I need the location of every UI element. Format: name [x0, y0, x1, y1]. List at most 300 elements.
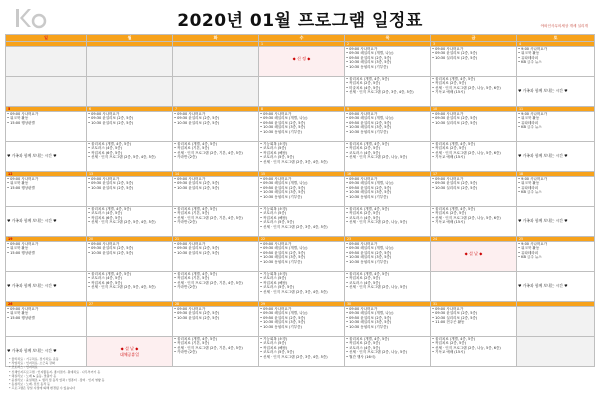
schedule-cell — [173, 307, 259, 337]
program-item: • 신체 · 인지 프로그램 (2층, 나눔, 5층) — [346, 350, 407, 355]
schedule-cell — [431, 112, 517, 142]
date-number: 2 — [345, 42, 431, 47]
program-item: • 코토러스 (4층, 5층) — [346, 150, 380, 155]
schedule-cell — [259, 242, 345, 272]
program-item: • KB 금주 뉴스 — [518, 255, 542, 260]
legend-notes — [9, 357, 105, 391]
schedule-cell — [259, 337, 345, 367]
program-item: • 신체 · 인지 프로그램 (2층, 나눔, 5층, 6층) — [432, 215, 501, 220]
program-item: • 10:30 헤실리보 (3층, 5층) — [260, 255, 306, 260]
program-item: • 09:00 사나머요가 — [346, 47, 378, 51]
program-item: • 09:30 헤실리보 (개별, 나눔) — [346, 51, 394, 56]
program-item: • 09:50 윤설리보 (2층, 5층) — [346, 185, 392, 190]
program-item: • 09:30 헤실리보 (개별, 나눔) — [260, 246, 308, 251]
holiday-note: ◆ 신 정 ◆ — [292, 56, 311, 61]
program-item: • 물리치료 (개별, 4층, 5층) — [432, 142, 475, 146]
program-item: • 10:30 실리리보 (2층, 5층) — [432, 55, 478, 60]
program-item: • 워크북 활동 — [7, 181, 29, 186]
date-number: 4 — [517, 42, 595, 47]
schedule-cell — [87, 272, 173, 302]
program-item: • 기독교 예배 (15시) — [432, 155, 465, 160]
program-item: • 10:30 실리리보 (2층, 5층) — [432, 185, 478, 190]
program-item: • 기능회복 (소망) — [260, 207, 288, 211]
program-item: • 09:30 윤설리보 (2층, 5층) — [432, 311, 478, 316]
schedule-cell — [345, 272, 431, 302]
program-item: • 10:30 윤설리보 (2층, 5층) — [174, 185, 220, 190]
program-item: • 카라반 (2층) — [174, 285, 197, 290]
program-item: • 15:00 행상판별 — [7, 250, 35, 255]
program-item: • KB 금주 뉴스 — [518, 60, 542, 65]
program-item: • 카라반 (2층) — [174, 350, 197, 355]
program-item: • 신체 · 인지 프로그램 (2층, 나눔, 5층, 6층) — [432, 85, 501, 90]
program-item: • 10:30 동섭리보 (기부층) — [346, 259, 388, 264]
date-number: 15 — [259, 172, 345, 177]
schedule-cell — [259, 272, 345, 302]
program-item: • 10:30 동섭리보 (기부층) — [346, 194, 388, 199]
schedule-cell — [87, 112, 173, 142]
date-number: 23 — [345, 237, 431, 242]
schedule-cell — [6, 177, 87, 207]
holiday-note: 대체공휴일 — [119, 352, 140, 357]
program-item: • 15:00 행상판별 — [7, 315, 35, 320]
program-item: • 뮤타테라피 — [518, 120, 539, 125]
program-item: • 워크북 활동 — [7, 311, 29, 316]
program-item: • 09:00 사나머요가 — [432, 112, 464, 116]
date-number: 11 — [517, 107, 595, 112]
program-item: • 워크북 활동 — [518, 51, 540, 56]
program-item: • 9:00 사나머요가 — [518, 47, 548, 51]
program-item: • 신체 · 인지 프로그램 (2층, 3층, 4층, 5층) — [346, 90, 414, 95]
program-item: • 09:00 사나머요가 — [260, 112, 292, 116]
program-item: • 기독교 예배 (15시) — [432, 90, 465, 95]
schedule-cell — [345, 337, 431, 367]
program-item: • 작업치료 (기본, 5층) — [174, 276, 210, 281]
program-item: • 09:00 사나머요가 — [346, 112, 378, 116]
program-item: • 물리치료 (개별, 4층, 5층) — [432, 207, 475, 211]
family-time-note: ♥ 가족과 함께 보내는 시간 ♥ — [7, 153, 57, 158]
holiday-note: ◆ 설 날 ◆ — [120, 346, 139, 351]
schedule-cell — [6, 242, 87, 272]
schedule-cell — [87, 307, 173, 337]
program-item: • 09:00 사나머요가 — [346, 242, 378, 246]
program-item: • 10:30 헤실리보 (3층, 5층) — [346, 190, 392, 195]
legend-line: * 헤실리보 : 노래 & 율동, 맞춤가 등 — [9, 373, 57, 378]
date-number: 26 — [6, 302, 87, 307]
schedule-cell — [173, 77, 259, 107]
program-item: • 작업치료 (2층, 5층) — [346, 276, 380, 281]
program-item: • 신체 · 인지 프로그램 (2층, 3층, 4층, 5층) — [260, 289, 328, 294]
program-item: • 09:50 윤설리보 (2층, 5층) — [346, 315, 392, 320]
program-item: • 09:00 사나머요가 — [432, 177, 464, 181]
program-item: • 코토러스 (5층) — [260, 146, 287, 151]
program-item: • 작업치료 (6층, 5층) — [88, 280, 122, 285]
family-time-note: ♥ 가족과 함께 보내는 시간 ♥ — [518, 153, 568, 158]
family-time-note: ♥ 가족과 함께 보내는 시간 ♥ — [518, 88, 568, 93]
program-item: • 09:00 사나머요가 — [260, 242, 292, 246]
program-item: • 09:00 사나머요가 — [432, 47, 464, 51]
program-item: • 물리치료 (개별, 4층, 5층) — [88, 142, 131, 146]
weekday-mon: 월 — [87, 35, 173, 42]
program-item: • 물리치료 (개별, 4층, 5층) — [174, 272, 217, 276]
program-item: • 10:30 동섭리보 (기부층) — [260, 324, 302, 329]
program-item: • 09:30 윤설리보 (2층, 5층) — [88, 181, 134, 186]
schedule-cell — [173, 272, 259, 302]
weekday-wed: 수 — [259, 35, 345, 42]
program-item: • 워크북 활동 — [7, 246, 29, 251]
program-item: • 09:00 사나머요가 — [260, 177, 292, 181]
program-item: • 물리치료 (개별, 4층, 5층) — [88, 207, 131, 211]
date-number: 28 — [173, 302, 259, 307]
program-item: • 09:50 윤설리보 (2층, 5층) — [346, 250, 392, 255]
schedule-cell — [6, 112, 87, 142]
program-item: • 09:00 사나머요가 — [174, 242, 206, 246]
program-item: • 월간 행사 (16시) — [346, 354, 376, 359]
program-item: • 워크북 활동 — [7, 116, 29, 121]
schedule-cell — [259, 47, 345, 77]
program-item: • 11:00 전주곤 활동 — [432, 320, 465, 325]
program-item: • 09:30 헤실리보 (개별, 나눔) — [260, 311, 308, 316]
program-item: • 09:00 사나머요가 — [88, 177, 120, 181]
program-item: • 10:30 윤설리보 (2층, 5층) — [88, 250, 134, 255]
date-number: 31 — [431, 302, 517, 307]
program-item: • 10:30 동섭리보 (기부층) — [260, 129, 302, 134]
program-item: • 신체 · 인지 프로그램 (2층, 5층, 4층, 5층) — [88, 220, 156, 225]
program-item: • 작업치료 (2층, 5층) — [432, 146, 466, 151]
program-item: • 10:30 동섭리보 (기부층) — [260, 194, 302, 199]
schedule-cell — [87, 207, 173, 237]
program-item: • 신체 · 인지 프로그램 (2층, 나눔, 5층) — [346, 155, 407, 160]
schedule-cell — [173, 207, 259, 237]
program-item: • 15:00 행상판별 — [7, 120, 35, 125]
date-number: 16 — [345, 172, 431, 177]
program-item: • 09:00 사나머요가 — [346, 177, 378, 181]
program-item: • 09:00 사나머요가 — [260, 307, 292, 311]
schedule-cell — [431, 142, 517, 172]
program-item: • 코토러스 (5층, 5층) — [260, 155, 294, 160]
schedule-cell — [431, 337, 517, 367]
program-item: • 9:00 사나머요가 — [518, 177, 548, 181]
schedule-cell — [173, 242, 259, 272]
program-item: • 신체 · 인지 프로그램 (2층, 3층, 4층, 5층) — [260, 354, 328, 359]
program-item: • 신체 · 인지 프로그램 (2층, 기본, 4층, 5층) — [174, 150, 243, 155]
program-item: • 09:30 윤설리보 (2층, 5층) — [88, 246, 134, 251]
program-item: • 신체 · 인지 프로그램 (2층, 기본, 4층, 5층) — [174, 215, 243, 220]
program-item: • 10:30 윤설리보 (2층, 5층) — [174, 250, 220, 255]
program-item: • 기독교 예배 (15시) — [432, 220, 465, 225]
program-item: • 카라반 (2층) — [174, 155, 197, 160]
schedule-cell — [345, 207, 431, 237]
schedule-cell — [87, 47, 173, 77]
program-item: • 09:30 윤설리보 (2층, 5층) — [174, 181, 220, 186]
date-number: 24 — [431, 237, 517, 242]
schedule-cell — [6, 272, 87, 302]
date-number: 3 — [431, 42, 517, 47]
morning-row — [6, 112, 595, 142]
program-item: • 뮤타테라피 — [518, 55, 539, 60]
program-item: • 기능회복 (소망) — [260, 337, 288, 341]
program-item: • 작업치료 (기본, 5층) — [174, 146, 210, 151]
program-item: • 10:30 동섭리보 (기부층) — [346, 129, 388, 134]
program-item: • 09:30 윤설리보 (2층, 5층) — [432, 51, 478, 56]
program-item: • 09:50 윤설리보 (2층, 5층) — [260, 250, 306, 255]
legend-line: * 신체인지프로그램 : 인지활동지, 종이접기, 원예치료 · 나무부어기 등 — [9, 369, 101, 374]
schedule-cell — [517, 337, 595, 367]
program-item: • 09:00 사나머요가 — [7, 177, 39, 181]
program-item: • 물리치료 (개별, 4층, 5층) — [174, 207, 217, 211]
program-item: • 작업치료 (2층, 5층) — [346, 146, 380, 151]
program-item: • 신체 · 인지 프로그램 (2층, 5층, 4층, 5층) — [88, 285, 156, 290]
program-item: • 09:00 사나머요가 — [7, 242, 39, 246]
program-item: • 09:50 윤설리보 (2층, 5층) — [346, 120, 392, 125]
date-number: 7 — [173, 107, 259, 112]
program-item: • 09:30 윤설리보 (2층, 5층) — [88, 116, 134, 121]
program-item: • 물리치료 (개별, 4층, 5층) — [432, 77, 475, 81]
program-item: • 10:30 윤설리보 (2층, 5층) — [88, 185, 134, 190]
schedule-cell — [431, 272, 517, 302]
program-item: • 물리치료 (개별, 4층, 5층) — [346, 272, 389, 276]
program-item: • 뮤타테라피 — [518, 250, 539, 255]
program-item: • 물리치료 (개별, 4층, 5층) — [346, 77, 389, 81]
family-time-note: ♥ 가족과 함께 보내는 시간 ♥ — [7, 348, 57, 353]
date-number: 21 — [173, 237, 259, 242]
program-item: • 9:00 사나머요가 — [518, 242, 548, 246]
program-item: • 15:00 행상판별 — [7, 185, 35, 190]
page-subtitle: 야외인사무의세상 개세 실리개 — [540, 24, 588, 28]
program-item: • 09:00 사나머요가 — [174, 177, 206, 181]
date-number: 17 — [431, 172, 517, 177]
program-item: • 워크북 활동 — [518, 181, 540, 186]
program-item: • 코토러스 (5층) — [260, 341, 287, 346]
program-item: • 10:30 헤실리보 (3층, 5층) — [260, 190, 306, 195]
schedule-cell — [259, 112, 345, 142]
program-item: • 기능회복 (소망) — [260, 142, 288, 146]
schedule-cell — [6, 307, 87, 337]
schedule-cell — [259, 177, 345, 207]
program-item: • 09:50 윤설리보 (2층, 5층) — [346, 55, 392, 60]
program-item: • 코토러스 (4층, 5층) — [346, 280, 380, 285]
program-item: • 10:30 실리리보 (2층, 5층) — [432, 315, 478, 320]
legend-line: * 작업치료 : 인지치료, 소근육 강화 — [9, 361, 55, 366]
schedule-cell — [431, 242, 517, 272]
program-item: • 코토러스 (4층, 5층) — [88, 276, 122, 281]
weekday-sat: 토 — [517, 35, 595, 42]
program-item: • 작업치료 (6층, 5층) — [88, 215, 122, 220]
weekday-header — [6, 35, 595, 42]
program-item: • 09:30 헤실리보 (개별, 나눔) — [346, 116, 394, 121]
date-number: 10 — [431, 107, 517, 112]
program-item: • 코토러스 (5층) — [260, 276, 287, 281]
schedule-cell — [259, 307, 345, 337]
schedule-cell — [517, 177, 595, 207]
program-item: • 코토러스 (4층, 5층) — [88, 146, 122, 151]
program-item: • 10:30 헤실리보 (3층, 5층) — [346, 60, 392, 65]
schedule-cell — [173, 47, 259, 77]
legend-line: * 프로그램은 당일 사정에 의해 변경될 수 있습니다 — [9, 386, 76, 391]
program-item: • 09:00 사나머요가 — [7, 112, 39, 116]
program-item: • 작업치료 (기본, 5층) — [174, 211, 210, 216]
page-title: 2020년 01월 프로그램 일정표 — [177, 11, 423, 31]
schedule-cell — [6, 77, 87, 107]
program-item: • 신체 · 인지 프로그램 (2층, 기본, 4층, 5층) — [174, 280, 243, 285]
schedule-cell — [173, 142, 259, 172]
program-item: • 09:30 윤설리보 (2층, 5층) — [174, 311, 220, 316]
program-item: • 09:30 헤실리보 (개별, 나눔) — [346, 181, 394, 186]
schedule-cell — [345, 177, 431, 207]
program-item: • 신체 · 인지 프로그램 (2층, 나눔, 5층, 6층) — [432, 150, 501, 155]
program-item: • 물리치료 (개별, 4층, 5층) — [432, 337, 475, 341]
date-number: 12 — [6, 172, 87, 177]
program-item: • KB 금주 뉴스 — [518, 190, 542, 195]
afternoon-row — [6, 207, 595, 237]
date-number: 25 — [517, 237, 595, 242]
program-item: • 09:00 사나머요가 — [174, 112, 206, 116]
program-item: • 코토러스 (5층, 5층) — [260, 350, 294, 355]
schedule-cell — [431, 77, 517, 107]
program-item: • 10:30 윤설리보 (2층, 5층) — [174, 120, 220, 125]
schedule-cell — [431, 177, 517, 207]
program-item: • 10:30 헤실리보 (3층, 5층) — [260, 125, 306, 130]
program-item: • 기독교 예배 (15시) — [432, 350, 465, 355]
schedule-cell — [345, 307, 431, 337]
schedule-cell — [431, 207, 517, 237]
program-item: • 물리치료 (개별, 4층, 5층) — [346, 142, 389, 146]
afternoon-row — [6, 272, 595, 302]
legend-line: * 물리치료 : 기구치료, 전기치료, 운동 — [9, 357, 59, 361]
morning-row — [6, 242, 595, 272]
program-item: • 신체 · 인지 프로그램 (2층, 3층, 4층, 5층) — [260, 159, 328, 164]
program-item: • 10:30 실리리보 (2층, 5층) — [432, 120, 478, 125]
morning-row — [6, 307, 595, 337]
program-item: • 작업치료 (2층, 5층) — [346, 81, 380, 86]
program-item: • 10:30 동섭리보 (기부층) — [346, 324, 388, 329]
schedule-cell — [517, 142, 595, 172]
schedule-cell — [173, 177, 259, 207]
program-item: • 신체 · 인지 프로그램 (2층, 나눔, 5층) — [346, 285, 407, 290]
date-number: 6 — [87, 107, 173, 112]
schedule-cell — [517, 242, 595, 272]
program-item: • 작업치료 (2층, 5층) — [432, 211, 466, 216]
schedule-cell — [431, 307, 517, 337]
date-number: 22 — [259, 237, 345, 242]
program-item: • 9:00 사나머요가 — [518, 112, 548, 116]
program-item: • 10:30 동섭리보 (기부층) — [260, 259, 302, 264]
program-item: • 작업치료 (2층, 5층) — [346, 211, 380, 216]
weekday-fri: 금 — [431, 35, 517, 42]
program-item: • 물리치료 (개별, 4층, 5층) — [174, 337, 217, 341]
program-item: • 09:00 사나머요가 — [432, 307, 464, 311]
program-item: • 09:30 윤설리보 (2층, 5층) — [432, 116, 478, 121]
schedule-cell — [87, 242, 173, 272]
weekday-sun: 일 — [6, 35, 87, 42]
program-item: • 09:30 헤실리보 (개별, 나눔) — [346, 311, 394, 316]
program-item: • 09:30 윤설리보 (2층, 5층) — [432, 181, 478, 186]
weekday-thu: 목 — [345, 35, 431, 42]
program-item: • 10:30 헤실리보 (3층, 5층) — [260, 320, 306, 325]
date-number: 19 — [6, 237, 87, 242]
afternoon-row — [6, 142, 595, 172]
schedule-cell — [517, 207, 595, 237]
date-number: 30 — [345, 302, 431, 307]
schedule-cell — [6, 207, 87, 237]
program-item: • 물리치료 (개별, 4층, 5층) — [88, 272, 131, 276]
program-item: • 09:50 윤설리보 (2층, 5층) — [260, 185, 306, 190]
program-item: • 09:00 사나머요가 — [7, 307, 39, 311]
program-item: • 09:00 사나머요가 — [346, 307, 378, 311]
schedule-cell — [517, 307, 595, 337]
schedule-cell — [517, 47, 595, 77]
schedule-cell — [259, 77, 345, 107]
program-item: • 미술치료 (4층, 5층) — [346, 85, 380, 90]
schedule-cell — [517, 77, 595, 107]
date-number: 13 — [87, 172, 173, 177]
program-item: • 카라반 (2층) — [174, 220, 197, 225]
program-item: • 작업치료 (2층, 5층) — [432, 341, 466, 346]
afternoon-row — [6, 77, 595, 107]
legend-line: * 동섭리보 : 노래, 전신 동작 등 — [9, 382, 51, 387]
program-item: • 09:30 윤설리보 (2층, 5층) — [174, 116, 220, 121]
program-item: • 작업치료 (해담) — [260, 150, 288, 155]
schedule-cell — [259, 142, 345, 172]
program-item: • 09:30 윤설리보 (2층, 5층) — [174, 246, 220, 251]
program-item: • 작업치료 (6층, 5층) — [88, 150, 122, 155]
program-item: • 10:30 윤설리보 (2층, 5층) — [174, 315, 220, 320]
program-item: • 뮤타테라피 — [518, 185, 539, 190]
schedule-cell — [87, 142, 173, 172]
program-item: • 10:30 윤설리보 (2층, 5층) — [88, 120, 134, 125]
program-item: • 09:30 헤실리보 (개별, 나눔) — [260, 181, 308, 186]
holiday-note: ◆ 설 날 ◆ — [464, 251, 483, 256]
program-item: • 10:30 헤실리보 (3층, 5층) — [346, 255, 392, 260]
date-number: 29 — [259, 302, 345, 307]
date-number: 27 — [87, 302, 173, 307]
program-item: • 신체 · 인지 프로그램 (2층, 나눔, 5층, 6층) — [432, 345, 501, 350]
program-item: • 10:30 동섭리보 (기부층) — [346, 64, 388, 69]
program-item: • KB 금주 뉴스 — [518, 125, 542, 130]
date-number: 14 — [173, 172, 259, 177]
program-item: • 작업치료 (해담) — [260, 345, 288, 350]
family-time-note: ♥ 가족과 함께 보내는 시간 ♥ — [7, 218, 57, 223]
schedule-cell — [517, 272, 595, 302]
schedule-cell — [431, 47, 517, 77]
program-item: • 작업치료 (기본, 5층) — [174, 341, 210, 346]
program-item: • 워크북 활동 — [518, 116, 540, 121]
legend-line: * 코토러스 : 인지치료 — [9, 365, 38, 370]
schedule-cell — [6, 47, 87, 77]
schedule-cell — [173, 112, 259, 142]
program-item: • 신체 · 인지 프로그램 (2층, 3층, 4층, 5층) — [260, 224, 328, 229]
program-item: • 코토러스 (4층, 5층) — [346, 345, 380, 350]
date-number: 1 — [259, 42, 345, 47]
schedule-cell — [517, 112, 595, 142]
program-item: • 09:00 사나머요가 — [174, 307, 206, 311]
schedule-cell — [345, 77, 431, 107]
schedule-cell — [345, 142, 431, 172]
schedule-cell — [87, 177, 173, 207]
program-item: • 코토러스 (4층, 5층) — [88, 211, 122, 216]
schedule-cell — [173, 337, 259, 367]
program-item: • 신체 · 인지 프로그램 (2층, 나눔, 5층) — [346, 220, 407, 225]
program-item: • 신체 · 인지 프로그램 (2층, 5층, 4층, 5층) — [88, 155, 156, 160]
date-number: 18 — [517, 172, 595, 177]
program-item: • 작업치료 (해담) — [260, 280, 288, 285]
date-number: 5 — [6, 107, 87, 112]
schedule-cell — [259, 207, 345, 237]
program-item: • 신체 · 인지 프로그램 (2층, 기본, 4층, 5층) — [174, 345, 243, 350]
program-item: • 작업치료 (2층, 5층) — [432, 81, 466, 86]
program-item: • 작업치료 (2층, 5층) — [346, 341, 380, 346]
program-item: • 워크북 활동 — [518, 246, 540, 251]
schedule-cell — [87, 77, 173, 107]
